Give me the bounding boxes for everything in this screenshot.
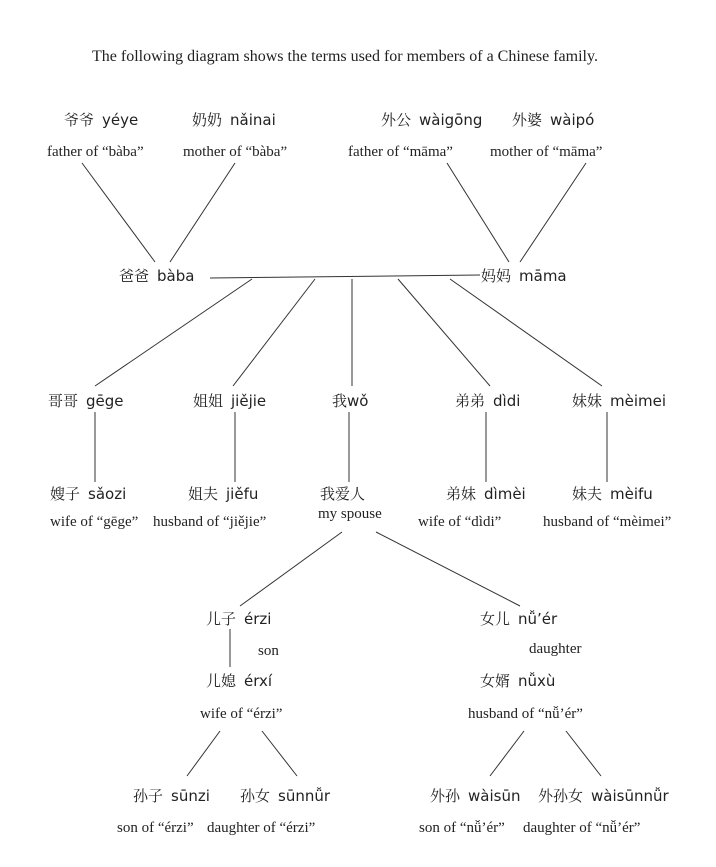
node-waigong (381, 112, 482, 128)
node-meifu-pinyin: mèifu (610, 485, 653, 503)
node-erzi (206, 611, 271, 627)
node-saozi-description: wife of “gēge” (50, 514, 139, 530)
node-erzi-description: son (258, 643, 279, 659)
node-nver-chinese: 女儿 (480, 610, 511, 628)
node-sunzi-pinyin: sūnzi (171, 787, 210, 805)
node-yeye-pinyin: yéye (102, 111, 139, 129)
line-yeye-to-baba (82, 163, 155, 262)
node-meimei (572, 393, 666, 409)
line-waigong-to-mama (447, 163, 509, 262)
line-nainai-to-baba (170, 163, 235, 262)
node-dimei (446, 486, 526, 502)
node-sunnv-description: daughter of “érzi” (207, 820, 316, 836)
node-nainai-chinese: 奶奶 (192, 111, 223, 129)
node-jiefu-chinese: 姐夫 (188, 485, 219, 503)
node-yeye-description: father of “bàba” (47, 144, 144, 160)
node-waisunnv-pinyin: wàisūnnǚr (591, 787, 669, 805)
node-woairen-chinese: 我爱人 (320, 485, 366, 503)
node-jiejie-pinyin: jiějie (231, 392, 267, 410)
node-nver-description: daughter (529, 641, 582, 657)
node-woairen-description: my spouse (318, 506, 382, 522)
node-woairen (320, 486, 365, 502)
node-waisun-pinyin: wàisūn (468, 787, 521, 805)
node-nainai-pinyin: nǎinai (230, 111, 276, 129)
node-baba (119, 268, 194, 284)
node-yeye (64, 112, 138, 128)
diagram-title: The following diagram shows the terms used for members of a Chinese family. (92, 48, 598, 65)
node-sunzi-chinese: 孙子 (133, 787, 164, 805)
node-gege (48, 393, 124, 409)
node-meifu (572, 486, 653, 502)
node-jiejie-chinese: 姐姐 (193, 392, 224, 410)
node-wo-pinyin: wǒ (347, 392, 369, 410)
node-waipo (512, 112, 594, 128)
node-jiejie (193, 393, 266, 409)
node-nainai-description: mother of “bàba” (183, 144, 288, 160)
node-waigong-chinese: 外公 (381, 111, 412, 129)
node-wo (332, 393, 368, 409)
node-mama-pinyin: māma (519, 267, 567, 285)
node-erxi-pinyin: érxí (244, 672, 273, 690)
node-erzi-pinyin: érzi (244, 610, 272, 628)
node-waigong-pinyin: wàigōng (419, 111, 483, 129)
node-jiefu (188, 486, 258, 502)
line-erxi-to-sunzi (187, 731, 220, 776)
node-waisunnv (538, 788, 669, 804)
node-nvxu-description: husband of “nǚ’ér” (468, 706, 583, 722)
node-nvxu-pinyin: nǚxù (518, 672, 556, 690)
node-meimei-chinese: 妹妹 (572, 392, 603, 410)
line-erxi-to-sunnv (262, 731, 297, 776)
node-didi (455, 393, 520, 409)
node-didi-pinyin: dìdi (493, 392, 521, 410)
node-waisunnv-chinese: 外孙女 (538, 787, 584, 805)
node-meifu-description: husband of “mèimei” (543, 514, 672, 530)
line-nvxu-to-waisun (490, 731, 524, 776)
node-waisun-chinese: 外孙 (430, 787, 461, 805)
node-erxi-chinese: 儿媳 (206, 672, 237, 690)
line-couple-to-erzi (240, 532, 342, 606)
node-waigong-description: father of “māma” (348, 144, 453, 160)
node-waipo-pinyin: wàipó (550, 111, 595, 129)
line-bar-to-meimei (450, 279, 602, 386)
node-baba-chinese: 爸爸 (119, 267, 150, 285)
line-waipo-to-mama (520, 163, 586, 262)
node-sunnv-pinyin: sūnnǚr (278, 787, 331, 805)
node-jiefu-pinyin: jiěfu (226, 485, 259, 503)
node-dimei-chinese: 弟妹 (446, 485, 477, 503)
node-sunzi-description: son of “érzi” (117, 820, 194, 836)
node-meifu-chinese: 妹夫 (572, 485, 603, 503)
node-sunnv (240, 788, 330, 804)
node-erxi (206, 673, 272, 689)
node-erxi-description: wife of “érzi” (200, 706, 283, 722)
node-saozi (50, 486, 126, 502)
line-nvxu-to-waisunnv (566, 731, 601, 776)
node-saozi-chinese: 嫂子 (50, 485, 81, 503)
node-nvxu-chinese: 女婿 (480, 672, 511, 690)
node-nainai (192, 112, 276, 128)
line-bar-to-jiejie (233, 279, 315, 386)
node-waipo-chinese: 外婆 (512, 111, 543, 129)
node-mama (481, 268, 567, 284)
node-yeye-chinese: 爷爷 (64, 111, 95, 129)
node-sunnv-chinese: 孙女 (240, 787, 271, 805)
node-nver-pinyin: nǚ’ér (518, 610, 558, 628)
node-nver (480, 611, 557, 627)
node-nvxu (480, 673, 555, 689)
node-dimei-description: wife of “dìdi” (418, 514, 502, 530)
line-couple-to-nver (376, 532, 520, 606)
node-waipo-description: mother of “māma” (490, 144, 603, 160)
node-waisun-description: son of “nǚ’ér” (419, 820, 505, 836)
node-mama-chinese: 妈妈 (481, 267, 512, 285)
node-wo-chinese: 我 (332, 392, 348, 410)
line-marriage-bar (210, 275, 480, 278)
node-didi-chinese: 弟弟 (455, 392, 486, 410)
node-baba-pinyin: bàba (157, 267, 195, 285)
node-waisun (430, 788, 520, 804)
node-gege-pinyin: gēge (86, 392, 124, 410)
node-dimei-pinyin: dìmèi (484, 485, 526, 503)
node-gege-chinese: 哥哥 (48, 392, 79, 410)
node-waisunnv-description: daughter of “nǚ’ér” (523, 820, 641, 836)
line-bar-to-gege (95, 279, 252, 386)
line-bar-to-didi (398, 279, 490, 386)
node-jiefu-description: husband of “jiějie” (153, 514, 267, 530)
node-meimei-pinyin: mèimei (610, 392, 667, 410)
node-saozi-pinyin: sǎozi (88, 485, 127, 503)
node-erzi-chinese: 儿子 (206, 610, 237, 628)
node-sunzi (133, 788, 210, 804)
